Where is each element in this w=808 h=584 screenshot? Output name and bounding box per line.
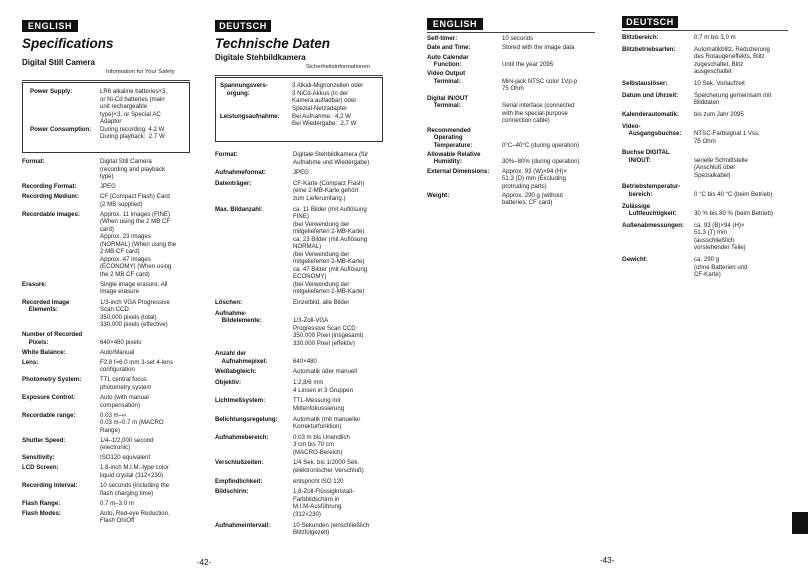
spec-value: Serial interface (connected with the special-purpose connection cable) (502, 102, 575, 125)
spec-value: Automatik oder manuell (293, 368, 358, 376)
spec-label: Shutter Speed: (22, 436, 66, 444)
spec-value: 1/4–1/2,000 second (electronic) (100, 436, 154, 452)
spec-label: Format: (215, 151, 238, 158)
spec-label: Aufnahmebereich: (215, 433, 269, 441)
spec-value: Approx. 290 g (without batteries, CF card) (502, 191, 563, 207)
spec-value: bis zum Jahr 2095 (694, 110, 744, 118)
spec-label: Recording Format: (22, 183, 77, 191)
spec-value: 0 °C bis 40 °C (beim Betrieb) (694, 190, 773, 198)
spec-label: Empfindlichkeit: (215, 477, 263, 485)
spec-value: JPEG (293, 169, 309, 177)
spec-label: Leistungsaufnahme: (220, 112, 280, 120)
spec-value: F2.8 f=6.0 mm 3-set 4-lens configuration (100, 358, 173, 374)
spec-label: Max. Bildanzahl: (215, 205, 263, 213)
spec-value: 10 seconds (502, 35, 534, 42)
spec-label: Objektiv: (215, 379, 242, 387)
spec-value: 10 Sekunden (einschließlich Blitzfolgezeit) (293, 521, 370, 536)
spec-label: Power Supply: (30, 88, 73, 95)
spec-label: Blitzbetriebsarten: (622, 45, 676, 53)
spec-label: Format: (22, 158, 45, 165)
spec-label: Kalenderautomatik: (622, 110, 679, 118)
spec-value: entspricht ISO 120 (293, 477, 344, 485)
spec-label: Photometry System: (22, 376, 82, 384)
safety-info-label-de: Sicherheitsinformationen (306, 64, 370, 70)
spec-value: Bei Aufnahme: 4,2 W Bei Wiedergabe: 2,7 W (292, 112, 357, 128)
spec-value: 1.8-inch M.I.M.-type color liquid crystal (312×230) (100, 464, 169, 479)
page-title-de: Technische Daten (215, 36, 331, 51)
spec-label: Number of Recorded Pixels: (22, 331, 83, 346)
spec-label: Recordable range: (22, 411, 76, 419)
spec-label: External Dimensions: (427, 167, 490, 175)
spec-value: CF (Compact Flash) Card (2 MB supplied) (100, 193, 170, 208)
spec-value: JPEG (100, 183, 116, 191)
spec-label: Self-timer: (427, 35, 458, 42)
spec-label: Betriebstemperatur- bereich: (622, 183, 681, 198)
spec-label: LCD Screen: (22, 464, 59, 472)
spec-value: 1/3-Zoll-VGA Progressive Scan CCD 350.000 Pixel (insgesamt) 330.000 Pixel (effektiv) (293, 317, 364, 347)
spec-value: 0.03 m bis Unendlich 3 cm bis 70 cm (MACRO-Bereich) (293, 433, 350, 456)
spec-label: Blitzbereich: (622, 34, 659, 41)
spec-label: Recordable Images: (22, 210, 80, 218)
spec-label: Power Consumption: (30, 125, 92, 133)
spec-label: Lichtmeßsystem: (215, 397, 266, 405)
spec-value: 640×480 (293, 357, 317, 365)
spec-value: 10 Sek. Vorlaufzeit (694, 79, 745, 87)
spec-label: Aufnahmeintervall: (215, 521, 271, 529)
spec-label: Erasure: (22, 280, 47, 288)
spec-label: Datum und Uhrzeit: (622, 91, 679, 99)
spec-value: TTL central focus photometry system (100, 376, 152, 391)
spec-value: Stored with the image data (502, 44, 575, 52)
spec-label: Allowable Relative Humidity: (427, 150, 481, 166)
spec-value: Approx. 93 (W)×94 (H)× 51.3 (D) mm (Excluding protruding parts) (502, 167, 568, 190)
spec-label: Digital IN/OUT Terminal: (427, 94, 468, 110)
section-heading: Digital Still Camera (22, 58, 95, 67)
spec-label: Recording Interval: (22, 482, 78, 489)
spec-value: During recording: 4.2 W During playback: 2.7 W (100, 125, 165, 141)
spec-value: Until the year 2095 (502, 61, 554, 69)
spec-value: CF-Karte (Compact Flash) (eine 2-MB-Karte gehört zum Lieferumfang.) (293, 179, 365, 202)
divider (215, 75, 383, 76)
spec-label: Belichtungsregelung: (215, 415, 278, 423)
spec-value: Approx. 11 images (FINE) (When using the 2 MB CF card) Approx. 23 images (NORMAL) (When using the 2 MB CF card) Approx. 47 images (ECONOMY) (When using the 2 MB CF card) (100, 210, 177, 278)
spec-label: Buchse DIGITAL IN/OUT: (622, 149, 670, 164)
spec-value: 0,7 m bis 3,0 m (694, 34, 736, 41)
spec-label: White Balance: (22, 348, 66, 356)
spec-value: 3 Alkali-Mignonzellen oder 3 NiCd-Akkus (in der Kamera aufladbar) oder Spezial-Netzadapter (292, 82, 364, 112)
spec-label: Außenabmessungen: (622, 221, 684, 229)
spec-value: Auto, Red-eye Reduction, Flash On/Off (100, 509, 170, 525)
spec-value: Auto (with manual compensation) (100, 394, 149, 409)
spec-label: Video Output Terminal: (427, 70, 466, 85)
spec-label: Sensitivity: (22, 454, 55, 462)
spec-label: Datenträger: (215, 179, 252, 187)
spec-label: Lens: (22, 358, 39, 366)
spec-label: Recorded Image Elements: (22, 298, 70, 313)
language-tab-deutsch-2: DEUTSCH (622, 16, 678, 28)
spec-label: Date and Time: (427, 44, 471, 52)
spec-value: Digital Still Camera (recording and playback type) (100, 158, 166, 180)
spec-label: Weight: (427, 191, 450, 199)
spec-label: Zulässige Luftfeuchtigkeit: (622, 202, 677, 218)
spec-value: ca. 290 g (ohne Batterien und CF-Karte) (694, 256, 748, 278)
spec-label: Anzahl der Aufnahmepixel: (215, 350, 268, 365)
spec-label: Auto Calendar Function: (427, 53, 469, 69)
divider (622, 30, 788, 31)
spec-value: ca. 11 Bilder (mit Auflösung FINE) (bei Verwendung der mitgelieferten 2-MB-Karte) ca. 23 Bilder (mit Auflösung NORMAL) (bei Verwendung der mitgelieferten 2-MB-Karte) ca. 47 Bilder (mit Auflösung ECONOMY) (bei Verwendung der mitgelieferten 2-MB-Karte) (293, 205, 368, 296)
spec-value: Digitale Stehbildkamera (für Aufnahme und Wiedergabe) (293, 151, 370, 166)
spec-value: Speicherung gemeinsam mit Bilddaten (694, 91, 772, 107)
spec-label: Verschlußzeiten: (215, 459, 264, 467)
spec-label: Löschen: (215, 298, 243, 306)
spec-value: Auto/Manual (100, 348, 135, 356)
spec-value: ISO120 equivalent (100, 454, 151, 462)
spec-value: LR6 alkaline batteries×3, or Ni-Cd batteries (main unit rechargeable type)×3, or Special AC Adaptor (100, 88, 168, 125)
safety-info-label: Information for Your Safety (106, 69, 175, 75)
spec-value: Einzelbild, alle Bilder (293, 298, 350, 306)
spec-value: 640×480 pixels (100, 338, 142, 346)
spec-value: 10 seconds (including the flash charging time) (100, 482, 170, 497)
spec-value: NTSC-Farbsignal 1 Vss, 75 Ohm (694, 130, 760, 145)
spec-value: 0.7 m–3.0 m (100, 499, 134, 507)
thumb-index-tab (792, 512, 808, 534)
language-tab-deutsch: DEUTSCH (215, 20, 271, 32)
spec-value: 0°C–40°C (during operation) (502, 141, 580, 149)
language-tab-english: ENGLISH (22, 20, 78, 32)
spec-value: Single image erasure, All image erasure (100, 280, 168, 296)
spec-label: Aufnahmeformat: (215, 169, 266, 177)
spec-label: Exposure Control: (22, 394, 76, 401)
spec-value: ca. 93 (B)×94 (H)× 51,3 (T) mm (ausschließlich vorstehender Teile) (694, 221, 746, 252)
spec-label: Video- Ausgangsbuchse: (622, 122, 682, 137)
language-tab-english-2: ENGLISH (427, 18, 483, 30)
spec-value: serielle Schnittstelle (Anschluß über Spezialkabel) (694, 156, 748, 179)
spec-label: Recording Medium: (22, 193, 79, 201)
page-number: -42- (197, 558, 212, 567)
spec-label: Aufnahme- Bildelemente: (215, 309, 262, 324)
divider (22, 80, 190, 81)
spec-label: Gewicht: (622, 256, 648, 263)
spec-label: Weißabgleich: (215, 368, 257, 376)
spec-value: 30 % bis 80 % (beim Betrieb) (694, 210, 773, 218)
spec-label: Selbstauslöser: (622, 79, 668, 87)
spec-value: Automatikblitz, Reduzierung des Rotaugeneffekts, Blitz zugeschaltet, Blitz ausgeschaltet (694, 45, 770, 76)
spec-value: 30%–80% (during operation) (502, 158, 580, 166)
spec-value: TTL-Messung mit Mittenfokussierung (293, 397, 345, 412)
spec-value: Automatik (mit manueller Korrekturfunktion) (293, 415, 361, 430)
spec-value: Mini-jack NTSC color 1Vp-p 75 Ohm (502, 77, 578, 93)
spec-label: Bildschirm: (215, 488, 249, 496)
spec-label: Flash Range: (22, 499, 61, 507)
spec-value: 1:2,8/6 mm 4 Linsen in 3 Gruppen (293, 379, 353, 394)
divider (427, 32, 595, 33)
spec-value: 0.03 m–∞ 0.03 m–0.7 m (MACRO Range) (100, 411, 164, 434)
section-heading-de: Digitale Stehbildkamera (215, 53, 306, 62)
page-number-2: -43- (600, 556, 615, 565)
spec-label: Spannungsvers- orgung: (220, 82, 268, 97)
spec-label: Recommended Operating Temperature: (427, 126, 473, 149)
page-title: Specifications (22, 36, 114, 51)
spec-label: Flash Modes: (22, 509, 61, 517)
spec-value: 1/3-inch VGA Progressive Scan CCD 350,000 pixels (total) 330,000 pixels (effective) (100, 298, 170, 328)
spec-value: 1,8-Zoll-Flüssigkristall- Farbbildschirm in M.I.M-Ausführung (312×230) (293, 488, 354, 518)
spec-value: 1/4 Sek. bis 1/2000 Sek. (elektronischer Verschluß) (293, 459, 364, 474)
